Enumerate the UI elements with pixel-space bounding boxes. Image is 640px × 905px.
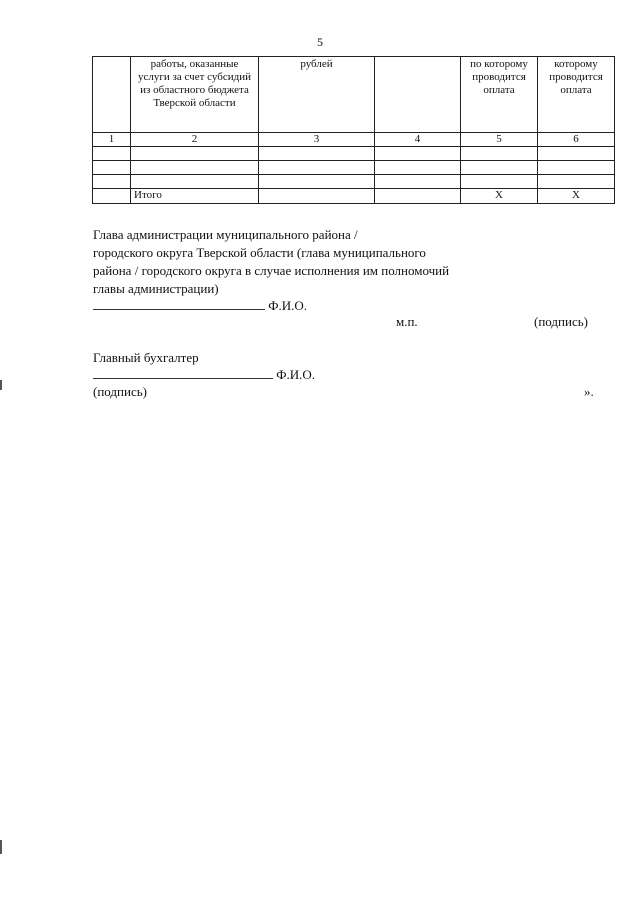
head-title-line-4: главы администрации)	[93, 281, 219, 296]
empty-cell	[259, 147, 375, 161]
head-signature-label: (подпись)	[534, 314, 588, 329]
empty-cell	[538, 147, 615, 161]
page-number: 5	[317, 35, 323, 49]
accountant-signature-line-row	[93, 367, 315, 383]
header-cell-4	[375, 57, 461, 133]
total-cell-5: X	[461, 189, 538, 204]
head-name-label: Ф.И.О.	[268, 298, 308, 313]
scan-edge-mark-top	[0, 380, 2, 390]
empty-cell	[259, 161, 375, 175]
table-row-empty-2	[93, 161, 615, 175]
accountant-title: Главный бухгалтер	[93, 350, 199, 365]
column-number-2: 2	[131, 133, 259, 147]
total-cell-4	[375, 189, 461, 204]
empty-cell	[461, 147, 538, 161]
empty-cell	[461, 161, 538, 175]
empty-cell	[131, 175, 259, 189]
column-number-5: 5	[461, 133, 538, 147]
head-title-line-1: Глава администрации муниципального района /	[93, 227, 358, 242]
report-table	[92, 56, 615, 204]
empty-cell	[259, 175, 375, 189]
head-signature-title	[93, 226, 593, 298]
empty-cell	[375, 175, 461, 189]
head-signature-line-row	[93, 298, 307, 314]
empty-cell	[375, 147, 461, 161]
empty-cell	[131, 161, 259, 175]
table-row-empty-3	[93, 175, 615, 189]
empty-cell	[93, 175, 131, 189]
total-cell-3	[259, 189, 375, 204]
head-title-line-2: городского округа Тверской области (глава муниципального	[93, 245, 426, 260]
closing-quote-mark: ».	[584, 384, 594, 399]
head-signature-blank	[93, 298, 265, 310]
head-title-line-3: района / городского округа в случае исполнения им полномочий	[93, 263, 450, 278]
column-number-1: 1	[93, 133, 131, 147]
column-number-6: 6	[538, 133, 615, 147]
empty-cell	[93, 147, 131, 161]
table-header-row	[93, 57, 615, 133]
header-cell-6: которому проводится оплата	[538, 57, 615, 133]
empty-cell	[93, 161, 131, 175]
table-row-empty-1	[93, 147, 615, 161]
empty-cell	[375, 161, 461, 175]
empty-cell	[538, 175, 615, 189]
header-cell-3: рублей	[259, 57, 375, 133]
total-cell-1	[93, 189, 131, 204]
stamp-label: м.п.	[396, 314, 418, 329]
header-cell-1	[93, 57, 131, 133]
column-number-3: 3	[259, 133, 375, 147]
empty-cell	[538, 161, 615, 175]
accountant-signature-blank	[93, 367, 273, 379]
total-cell-6: X	[538, 189, 615, 204]
empty-cell	[131, 147, 259, 161]
table-row-total	[93, 189, 615, 204]
header-cell-2: работы, оказанные услуги за счет субсидий из областного бюджета Тверской области	[131, 57, 259, 133]
scan-edge-mark-bottom	[0, 840, 2, 854]
empty-cell	[461, 175, 538, 189]
column-number-4: 4	[375, 133, 461, 147]
total-label: Итого	[131, 189, 259, 204]
column-numbers-row	[93, 133, 615, 147]
accountant-name-label: Ф.И.О.	[276, 367, 316, 382]
header-cell-5: по которому проводится оплата	[461, 57, 538, 133]
accountant-signature-label: (подпись)	[93, 384, 147, 399]
